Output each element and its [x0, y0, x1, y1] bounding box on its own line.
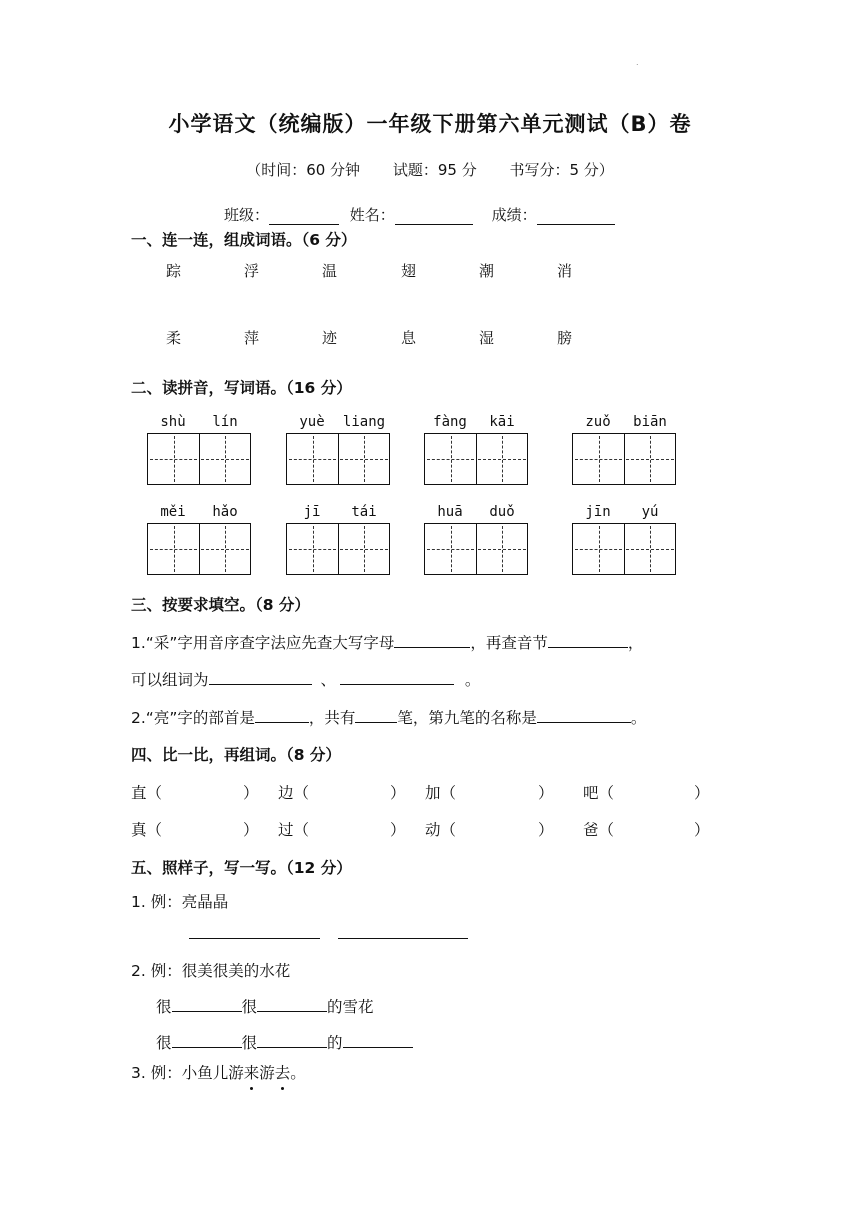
compare-item[interactable]: 过（: [278, 821, 310, 839]
answer-blank[interactable]: [548, 633, 628, 648]
compare-item[interactable]: 吧（: [583, 784, 615, 802]
time-limit: （时间：60 分钟: [246, 161, 361, 179]
pinyin-syllable: duǒ: [489, 504, 515, 520]
section-2-heading: 二、读拼音，写词语。（16 分）: [131, 379, 352, 397]
match-char[interactable]: 柔: [166, 329, 182, 347]
compare-item[interactable]: 加（: [425, 784, 457, 802]
match-char[interactable]: 息: [401, 329, 417, 347]
writing-score: 书写分：5 分）: [509, 161, 614, 179]
question-text: ，: [627, 634, 644, 652]
match-char[interactable]: 消: [557, 262, 573, 280]
match-char[interactable]: 翅: [401, 262, 417, 280]
close-paren: ）: [243, 821, 259, 839]
emphasis-char: 去: [275, 1061, 291, 1083]
answer-blank[interactable]: [394, 633, 470, 648]
fill-line-1: 很 很 的雪花: [156, 998, 374, 1016]
answer-blank[interactable]: [257, 1033, 327, 1048]
answer-blank[interactable]: [172, 1033, 242, 1048]
answer-blank[interactable]: [172, 997, 242, 1012]
question-5-3: 3. 例：小鱼儿游来游去。: [131, 1061, 306, 1083]
match-char[interactable]: 萍: [244, 329, 260, 347]
pinyin-syllable: yuè: [299, 414, 325, 430]
corner-mark: .: [636, 58, 639, 67]
name-blank[interactable]: [395, 209, 473, 225]
compare-item[interactable]: 爸（: [583, 821, 615, 839]
writing-grid[interactable]: [286, 433, 390, 485]
pinyin-syllable: shù: [160, 414, 186, 430]
answer-blank[interactable]: [257, 997, 327, 1012]
writing-grid[interactable]: [572, 433, 676, 485]
close-paren: ）: [390, 784, 406, 802]
pinyin-syllable: hǎo: [212, 504, 238, 520]
question-3-2: [131, 706, 646, 728]
close-paren: ）: [694, 821, 710, 839]
close-paren: ）: [390, 821, 406, 839]
question-3-1-words: [131, 668, 480, 690]
question-text: 2.“亮”字的部首是: [131, 709, 255, 727]
pinyin-syllable: huā: [437, 504, 463, 520]
writing-grid[interactable]: [572, 523, 676, 575]
section-1-heading: 一、连一连，组成词语。（6 分）: [131, 231, 357, 249]
writing-grid[interactable]: [424, 433, 528, 485]
answer-blank[interactable]: [355, 708, 397, 723]
question-3-1: [131, 631, 643, 653]
question-text: 。: [630, 709, 647, 727]
exam-meta: [0, 159, 860, 180]
page-title: 小学语文（统编版）一年级下册第六单元测试（B）卷: [168, 112, 692, 136]
class-blank[interactable]: [269, 209, 339, 225]
match-char[interactable]: 湿: [479, 329, 495, 347]
pinyin-syllable: kāi: [489, 414, 515, 430]
compare-item[interactable]: 真（: [131, 821, 163, 839]
answer-blank[interactable]: [537, 708, 631, 723]
question-text: 笔，第九笔的名称是: [397, 709, 537, 727]
answer-blank[interactable]: [209, 670, 312, 685]
writing-grid[interactable]: [147, 523, 251, 575]
question-score: 试题：95 分: [392, 161, 477, 179]
pinyin-syllable: měi: [160, 504, 186, 520]
pinyin-syllable: liang: [342, 414, 386, 430]
pinyin-syllable: lín: [212, 414, 238, 430]
score-label: 成绩：: [491, 206, 537, 224]
question-5-1: 1. 例：亮晶晶: [131, 893, 229, 911]
question-text: 可以组词为: [131, 671, 209, 689]
close-paren: ）: [243, 784, 259, 802]
writing-grid[interactable]: [424, 523, 528, 575]
score-blank[interactable]: [537, 209, 615, 225]
fill-line-2: 很 很 的: [156, 1031, 413, 1053]
question-text: 1.“采”字用音序查字法应先查大写字母: [131, 634, 395, 652]
question-text: 、: [320, 671, 336, 689]
answer-line[interactable]: [189, 938, 320, 939]
class-label: 班级：: [224, 206, 270, 224]
close-paren: ）: [538, 821, 554, 839]
pinyin-syllable: jī: [303, 504, 321, 520]
section-4-heading: 四、比一比，再组词。（8 分）: [131, 746, 341, 764]
question-5-2: 2. 例：很美很美的水花: [131, 962, 291, 980]
name-label: 姓名：: [349, 206, 395, 224]
pinyin-syllable: tái: [351, 504, 377, 520]
compare-item[interactable]: 直（: [131, 784, 163, 802]
student-info: [224, 204, 615, 225]
close-paren: ）: [538, 784, 554, 802]
match-char[interactable]: 膀: [557, 329, 573, 347]
match-char[interactable]: 潮: [479, 262, 495, 280]
match-char[interactable]: 踪: [166, 262, 182, 280]
writing-grid[interactable]: [286, 523, 390, 575]
question-text: 。: [464, 671, 481, 689]
compare-item[interactable]: 边（: [278, 784, 310, 802]
section-5-heading: 五、照样子，写一写。（12 分）: [131, 859, 352, 877]
question-text: ，共有: [308, 709, 356, 727]
match-char[interactable]: 迹: [322, 329, 338, 347]
pinyin-syllable: biān: [633, 414, 667, 430]
compare-item[interactable]: 动（: [425, 821, 457, 839]
pinyin-syllable: jīn: [585, 504, 611, 520]
pinyin-syllable: fàng: [433, 414, 467, 430]
emphasis-char: 来: [244, 1061, 260, 1083]
match-char[interactable]: 浮: [244, 262, 260, 280]
answer-blank[interactable]: [343, 1033, 413, 1048]
close-paren: ）: [694, 784, 710, 802]
pinyin-syllable: zuǒ: [585, 414, 611, 430]
question-text: ，再查音节: [470, 634, 548, 652]
answer-blank[interactable]: [255, 708, 309, 723]
match-char[interactable]: 温: [322, 262, 338, 280]
section-3-heading: 三、按要求填空。（8 分）: [131, 596, 310, 614]
answer-blank[interactable]: [340, 670, 454, 685]
answer-line[interactable]: [338, 938, 468, 939]
pinyin-syllable: yú: [641, 504, 659, 520]
writing-grid[interactable]: [147, 433, 251, 485]
